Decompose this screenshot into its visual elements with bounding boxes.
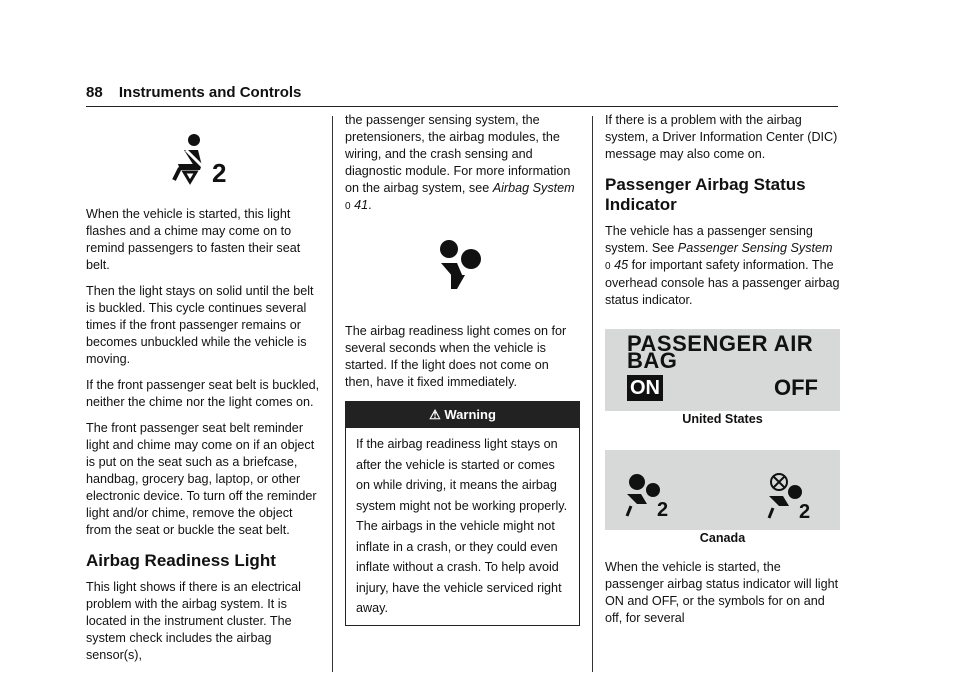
paragraph: When the vehicle is started, the passenger airbag status indicator will light ON and OFF, or the symbols for on and off, for several [605,560,839,625]
figure-caption: Canada [699,531,746,545]
paragraph [605,223,840,309]
page-ref-arrow: 0 [605,261,611,272]
paragraph [345,112,580,215]
paragraph-text: The vehicle has a passenger sensing system. See [605,224,813,255]
airbag-on-2-icon [623,472,677,523]
column-divider [332,116,333,672]
on-indicator: ON [627,375,663,401]
cross-reference-link[interactable]: Airbag System [492,181,575,195]
page-ref-number[interactable]: 45 [614,258,629,272]
paragraph: If there is a problem with the airbag system, a Driver Information Center (DIC) message may also come on. [605,113,838,161]
paragraph: The airbag readiness light comes on for several seconds when the vehicle is started. If the light does not come on then, have it fixed immediately. [345,324,567,389]
paragraph: If the front passenger seat belt is buckled, neither the chime nor the light comes on. [86,378,320,409]
column-1 [86,112,321,673]
page-header [86,84,838,107]
cross-reference-link[interactable]: Passenger Sensing System [677,241,833,255]
canada-indicator-panel [605,450,840,530]
page-number: 88 [86,84,103,101]
section-heading: Passenger Airbag Status Indicator [605,175,806,214]
paragraph: This light shows if there is an electrical problem with the airbag system. It is located in the instrument cluster. The system check includes the airbag sensor(s), [86,580,301,662]
warning-title: Warning [444,407,496,422]
column-3 [605,112,840,636]
page-ref-arrow: 0 [345,201,351,212]
warning-text: If the airbag readiness light stays on after the vehicle is started or comes on while driving, it means the airbag system might not be working properly. The airbags in the vehicle might not inflate in a crash, or they could even inflate without a crash. To help avoid injury, have the vehicle serviced right away. [356,437,568,615]
svg-text:2: 2 [799,501,811,522]
figure-caption: United States [682,412,763,426]
off-indicator: OFF [774,375,818,400]
warning-box [345,401,580,626]
paragraph-text: for important safety information. The overhead console has a passenger airbag status indicator. [605,258,840,307]
airbag-readiness-icon [345,237,580,293]
airbag-off-2-icon [765,472,819,527]
svg-text:2: 2 [211,158,226,186]
column-2 [345,112,580,626]
seatbelt-passenger-2-icon [86,132,321,186]
page-ref-number[interactable]: 41 [354,198,369,212]
period: . [368,198,372,212]
paragraph: Then the light stays on solid until the belt is buckled. This cycle continues several times if the front passenger remains or becomes unbuckled while the vehicle is moving. [86,284,314,366]
paragraph: When the vehicle is started, this light flashes and a chime may come on to remind passengers to fasten their seat belt. [86,207,301,272]
warning-icon: ⚠ [429,407,441,422]
paragraph: The front passenger seat belt reminder light and chime may come on if an object is put on the seat such as a briefcase, handbag, grocery bag, laptop, or other electronic device. To turn off the reminder light and/or chime, remove the object from the seat or buckle the seat belt. [86,421,317,537]
column-divider [592,116,593,672]
paragraph-text: the passenger sensing system, the pretensioners, the airbag modules, the wiring, and the crash sensing and diagnostic module. For more information on the airbag system, see [345,113,571,195]
panel-title: PASSENGER AIR BAG [627,331,814,373]
us-indicator-panel [605,329,840,411]
section-heading: Airbag Readiness Light [86,551,276,570]
warning-header [346,402,579,428]
svg-text:2: 2 [657,499,669,518]
section-title: Instruments and Controls [118,84,302,101]
